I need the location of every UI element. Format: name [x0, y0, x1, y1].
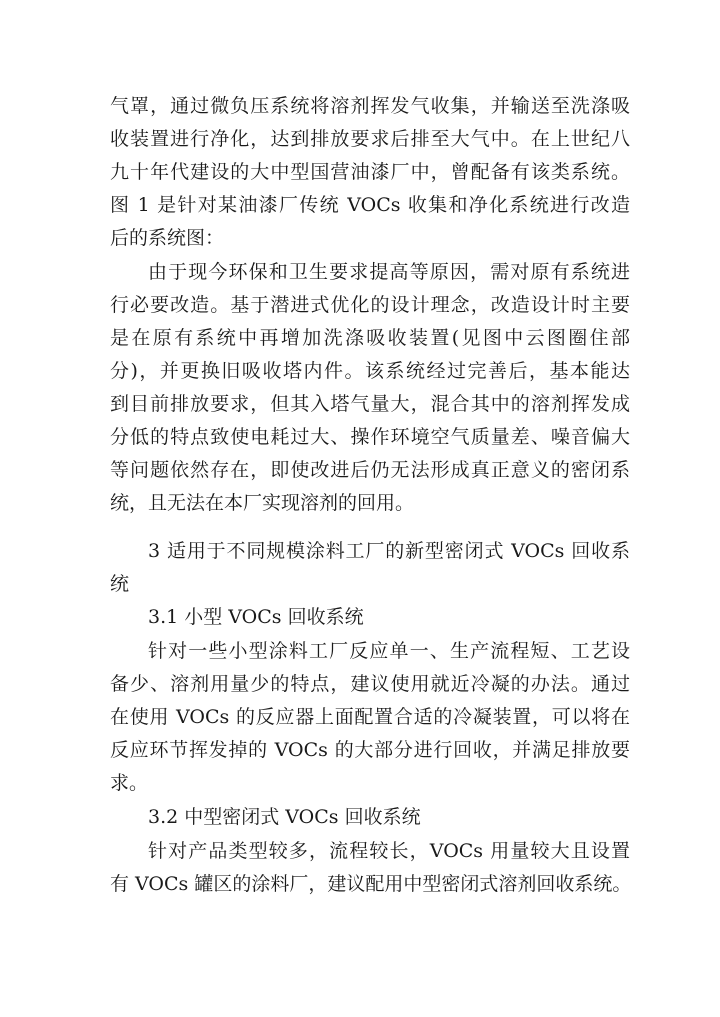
- text-line: 针对一些小型涂料工厂反应单一、生产流程短、工艺设: [148, 640, 630, 662]
- text-line: 到目前排放要求，但其入塔气量大，混合其中的溶剂挥发成: [110, 393, 630, 415]
- text-line: 求。: [110, 772, 149, 794]
- text-line: 分低的特点致使电耗过大、操作环境空气质量差、噪音偏大: [110, 426, 630, 448]
- text-line: 后的系统图：: [110, 227, 225, 249]
- text-line: 在使用 VOCs 的反应器上面配置合适的冷凝装置，可以将在: [110, 706, 630, 728]
- text-line: 备少、溶剂用量少的特点，建议使用就近冷凝的办法。通过: [110, 673, 630, 695]
- section-heading: 统: [110, 573, 130, 595]
- text-line: 行必要改造。基于潜进式优化的设计理念，改造设计时主要: [110, 294, 630, 316]
- text-line: 是在原有系统中再增加洗涤吸收装置(见图中云图圈住部: [110, 327, 630, 349]
- text-line: 等问题依然存在，即使改进后仍无法形成真正意义的密闭系: [110, 459, 630, 481]
- section-heading: 3 适用于不同规模涂料工厂的新型密闭式 VOCs 回收系: [148, 540, 630, 562]
- text-line: 统，且无法在本厂实现溶剂的回用。: [110, 492, 415, 514]
- text-line: 有 VOCs 罐区的涂料厂，建议配用中型密闭式溶剂回收系统。: [110, 873, 632, 895]
- text-line: 反应环节挥发掉的 VOCs 的大部分进行回收，并满足排放要: [110, 739, 630, 761]
- subsection-heading: 3.2 中型密闭式 VOCs 回收系统: [148, 806, 421, 828]
- subsection-heading: 3.1 小型 VOCs 回收系统: [148, 606, 364, 628]
- text-line: 九十年代建设的大中型国营油漆厂中，曾配备有该类系统。: [110, 161, 630, 183]
- text-line: 由于现今环保和卫生要求提高等原因，需对原有系统进: [148, 261, 630, 283]
- text-line: 图 1 是针对某油漆厂传统 VOCs 收集和净化系统进行改造: [110, 194, 630, 216]
- text-line: 气罩，通过微负压系统将溶剂挥发气收集，并输送至洗涤吸: [110, 95, 630, 117]
- text-line: 分)，并更换旧吸收塔内件。该系统经过完善后，基本能达: [110, 360, 630, 382]
- text-line: 针对产品类型较多，流程较长，VOCs 用量较大且设置: [148, 840, 630, 862]
- text-line: 收装置进行净化，达到排放要求后排至大气中。在上世纪八: [110, 128, 630, 150]
